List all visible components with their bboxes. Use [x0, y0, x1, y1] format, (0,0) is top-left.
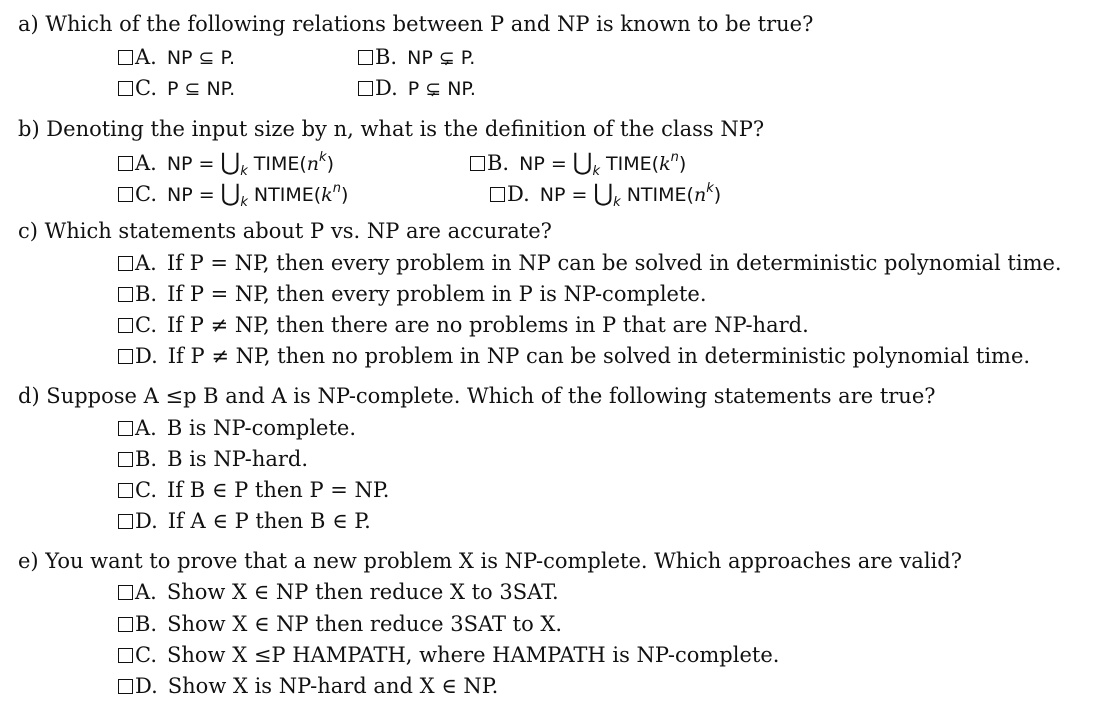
question-a: a) Which of the following relations between P and NP is known to be true?	[18, 12, 814, 36]
checkbox[interactable]	[358, 50, 373, 65]
checkbox[interactable]	[118, 81, 133, 96]
option-b-B[interactable]: B. NP = $⋃_k$ $TIME(k^n)$	[470, 148, 686, 176]
checkbox[interactable]	[118, 318, 133, 333]
option-c-A[interactable]: A. If P = NP, then every problem in NP can be solved in deterministic polynomial time.	[118, 251, 1062, 275]
checkbox[interactable]	[118, 585, 133, 600]
checkbox[interactable]	[118, 514, 133, 529]
question-b: b) Denoting the input size by n, what is the definition of the class NP?	[18, 117, 765, 141]
checkbox[interactable]	[118, 483, 133, 498]
checkbox[interactable]	[118, 617, 133, 632]
option-d-D[interactable]: D. If A ∈ P then B ∈ P.	[118, 509, 371, 533]
checkbox[interactable]	[118, 50, 133, 65]
option-a-A[interactable]: A. NP ⊆ P.	[118, 45, 235, 69]
option-d-C[interactable]: C. If B ∈ P then P = NP.	[118, 478, 389, 502]
option-c-B[interactable]: B. If P = NP, then every problem in P is NP-complete.	[118, 282, 707, 306]
option-e-C[interactable]: C. Show X ≤P HAMPATH, where HAMPATH is NP-complete.	[118, 643, 779, 667]
checkbox[interactable]	[118, 648, 133, 663]
question-d: d) Suppose A ≤p B and A is NP-complete. Which of the following statements are true?	[18, 384, 936, 408]
option-c-C[interactable]: C. If P ≠ NP, then there are no problems in P that are NP-hard.	[118, 313, 809, 337]
option-d-B[interactable]: B. B is NP-hard.	[118, 447, 308, 471]
checkbox[interactable]	[118, 349, 133, 364]
option-a-B[interactable]: B. NP ⊊ P.	[358, 45, 475, 69]
option-a-C[interactable]: C. P ⊆ NP.	[118, 76, 235, 100]
option-a-D[interactable]: D. P ⊊ NP.	[358, 76, 476, 100]
option-e-B[interactable]: B. Show X ∈ NP then reduce 3SAT to X.	[118, 612, 562, 636]
option-b-C[interactable]: C. NP = $⋃_k$ $NTIME(k^n)$	[118, 179, 348, 207]
question-e: e) You want to prove that a new problem X is NP-complete. Which approaches are valid?	[18, 549, 962, 573]
checkbox[interactable]	[118, 256, 133, 271]
option-e-A[interactable]: A. Show X ∈ NP then reduce X to 3SAT.	[118, 580, 559, 604]
checkbox[interactable]	[490, 187, 505, 202]
question-c: c) Which statements about P vs. NP are accurate?	[18, 219, 552, 243]
option-b-D[interactable]: D. NP = $⋃_k$ $NTIME(n^k)$	[490, 179, 721, 207]
option-b-A[interactable]: A. NP = $⋃_k$ $TIME(n^k)$	[118, 148, 334, 176]
option-d-A[interactable]: A. B is NP-complete.	[118, 416, 356, 440]
checkbox[interactable]	[118, 679, 133, 694]
option-e-D[interactable]: D. Show X is NP-hard and X ∈ NP.	[118, 674, 498, 698]
checkbox[interactable]	[470, 156, 485, 171]
checkbox[interactable]	[358, 81, 373, 96]
checkbox[interactable]	[118, 287, 133, 302]
checkbox[interactable]	[118, 156, 133, 171]
option-c-D[interactable]: D. If P ≠ NP, then no problem in NP can be solved in deterministic polynomial time.	[118, 344, 1030, 368]
checkbox[interactable]	[118, 421, 133, 436]
checkbox[interactable]	[118, 452, 133, 467]
checkbox[interactable]	[118, 187, 133, 202]
